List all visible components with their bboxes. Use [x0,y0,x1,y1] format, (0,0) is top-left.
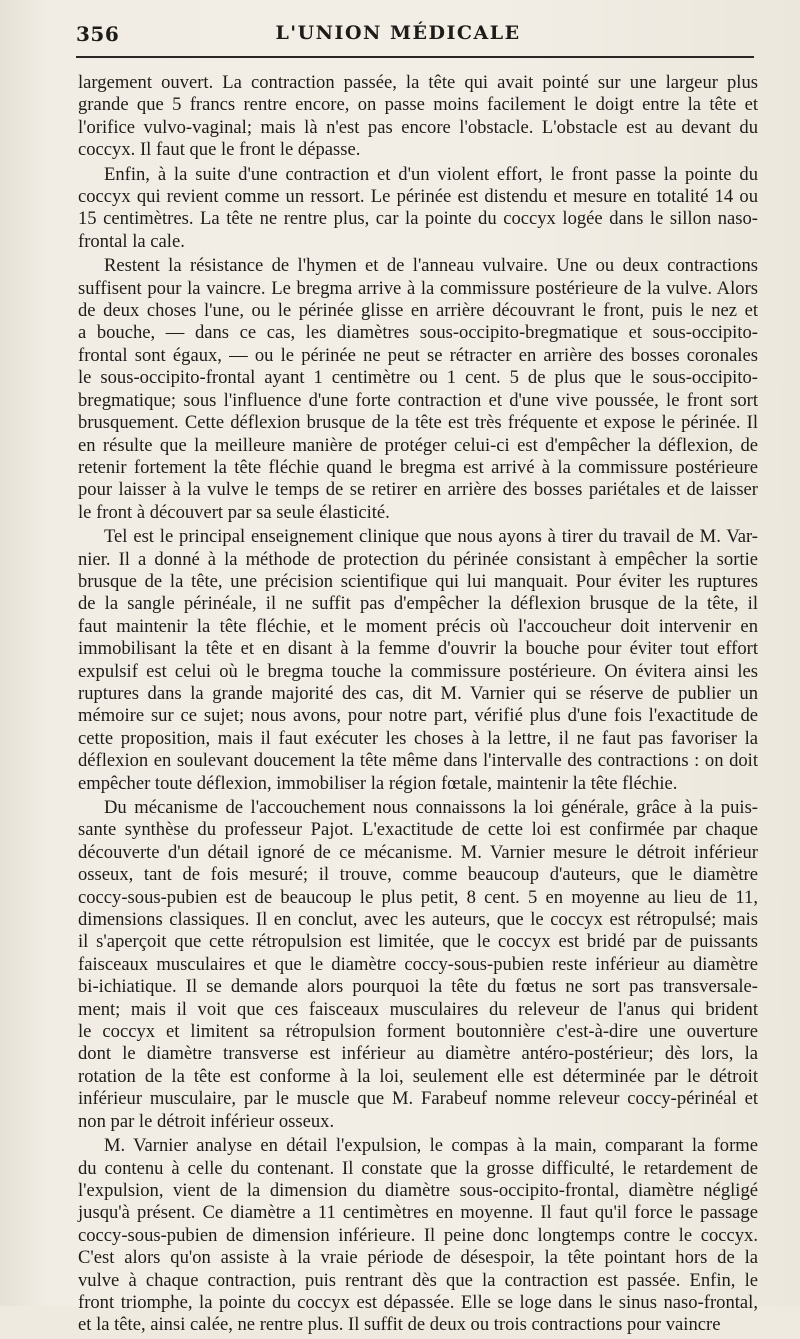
paragraph [78,72,758,162]
text-line: brusque de la tête, une précision scientifique qui lui manquait. Pour éviter les ruptures [78,570,758,592]
journal-title: L'UNION MÉDICALE [275,22,521,44]
paragraph [78,164,758,254]
text-line: et la tête, ainsi calée, ne rentre plus. Il suffit de deux ou trois contractions pour vaincre [78,1314,721,1336]
text-line: il s'aperçoit que cette rétropulsion est limitée, que le coccyx est bridé par de puissants [78,931,758,953]
text-line: M. Varnier analyse en détail l'expulsion, le compas à la main, comparant la forme [104,1135,758,1157]
text-line: en résulte que la meilleure manière de protéger celui-ci est d'empêcher la déflexion, de [78,434,758,456]
text-line: a bouche, — dans ce cas, les diamètres sous-occipito-bregmatique et sous-occipito- [78,322,758,344]
text-line: dimensions classiques. Il en conclut, avec les auteurs, que le coccyx est rétropulsé; mais [78,909,758,931]
text-line: expulsif est celui où le bregma touche la commissure postérieure. On évitera ainsi les [78,660,758,682]
paragraph [78,255,758,524]
text-line: bregmatique; sous l'influence d'une forte contraction et d'une vive poussée, le front sort [78,389,758,411]
text-line: grande que 5 francs rentre encore, on passe moins facilement le doigt entre la tête et [78,94,758,116]
paragraph [78,1135,758,1337]
text-line: pour laisser à la vulve le temps de se retirer en arrière des bosses pariétales et de laisser [78,479,758,501]
page-number: 356 [76,22,120,46]
text-line: coccyx qui revient comme un ressort. Le périnée est distendu et mesure en totalité 14 ou [78,186,758,208]
text-line: Du mécanisme de l'accouchement nous connaissons la loi générale, grâce à la puis- [104,797,758,818]
text-line: Enfin, à la suite d'une contraction et d'un violent effort, le front passe la pointe du [104,163,758,185]
header-rule [76,56,754,58]
text-line: frontal la cale. [78,230,185,252]
text-line: de deux choses l'une, ou le périnée glisse en arrière découvrant le front, puis le nez et [78,300,758,322]
text-line: coccy-sous-pubien est de beaucoup le plus petit, 8 cent. 5 en moyenne au lieu de 11, [78,886,758,908]
text-line: suffisent pour la vaincre. Le bregma arrive à la commissure postérieure de la vulve. Alors [78,277,758,299]
text-line: largement ouvert. La contraction passée, la tête qui avait pointé sur une largeur plus [78,72,758,93]
text-line: mémoire sur ce sujet; nous avons, pour notre part, vérifié plus d'une fois l'exactitude de [78,705,758,727]
text-line: faut maintenir la tête fléchie, et le moment précis où l'accoucheur doit intervenir en [78,615,758,637]
text-line: coccy-sous-pubien de dimension inférieure. Il peine donc longtemps contre le coccyx. [78,1224,758,1246]
paragraph [78,526,758,795]
text-line: rotation de la tête est conforme à la loi, seulement elle est déterminée par le détroit [78,1065,758,1087]
text-line: découverte d'un détail ignoré de ce mécanisme. M. Varnier mesure le détroit inférieur [78,841,758,863]
text-line: brusquement. Cette déflexion brusque de la tête est très fréquente et expose le périnée. Il [78,412,758,434]
text-line: le front à découvert par sa seule élasticité. [78,501,390,523]
text-line: ment; mais il voit que ces faisceaux musculaires du releveur de l'anus qui brident [78,998,758,1020]
text-line: C'est alors qu'on assiste à la vraie période de désespoir, la tête pointant hors de la [78,1247,758,1269]
text-line: 15 centimètres. La tête ne rentre plus, car la pointe du coccyx logée dans le sillon naso- [78,208,758,230]
text-line: faisceaux musculaires et que le diamètre coccy-sous-pubien reste inférieur au diamètre [78,953,758,975]
text-line: cette proposition, mais il faut exécuter les choses à la lettre, il ne faut pas favoriser la [78,727,758,749]
paragraph [78,797,758,1133]
text-line: non par le détroit inférieur osseux. [78,1110,335,1132]
text-line: Tel est le principal enseignement clinique que nous ayons à tirer du travail de M. Var- [104,526,758,548]
article-body [78,72,758,1339]
text-line: le sous-occipito-frontal ayant 1 centimètre ou 1 cent. 5 de plus que le sous-occipito- [78,367,758,389]
text-line: empêcher toute déflexion, immobiliser la région fœtale, maintenir la tête fléchie. [78,772,678,794]
text-line: dont le diamètre transverse est inférieur au diamètre antéro-postérieur; dès lors, la [78,1043,758,1065]
text-line: bi-ichiatique. Il se demande alors pourquoi la tête du fœtus ne sort pas transversale- [78,976,758,998]
text-line: l'expulsion, vient de la dimension du diamètre sous-occipito-frontal, diamètre négligé [78,1179,758,1201]
text-line: coccyx. Il faut que le front le dépasse. [78,139,361,161]
text-line: front triomphe, la pointe du coccyx est dépassée. Elle se loge dans le sinus naso-frontal, [78,1291,758,1313]
text-line: immobilisant la tête et en disant à la femme d'ouvrir la bouche pour éviter tout effort [78,638,758,660]
text-line: du contenu à celle du contenant. Il constate que la grosse difficulté, le retardement de [78,1157,758,1179]
text-line: l'orifice vulvo-vaginal; mais là n'est pas encore l'obstacle. L'obstacle est au devant du [78,116,758,138]
text-line: retenir fortement la tête fléchie quand le bregma est arrivé à la commissure postérieure [78,456,758,478]
text-line: Restent la résistance de l'hymen et de l'anneau vulvaire. Une ou deux contractions [104,255,758,277]
running-head [76,22,760,52]
text-line: le coccyx et limitent sa rétropulsion forment boutonnière c'est-à-dire une ouverture [78,1021,758,1043]
text-line: osseux, tant de fois mesuré; il trouve, comme beaucoup d'auteurs, que le diamètre [78,864,758,886]
text-line: déflexion en soulevant doucement la tête même dans l'intervalle des contractions : on doit [78,750,758,772]
text-line: nier. Il a donné à la méthode de protection du périnée consistant à empêcher la sortie [78,548,758,570]
text-line: sante synthèse du professeur Pajot. L'exactitude de cette loi est confirmée par chaque [78,819,758,841]
text-line: ruptures dans la grande majorité des cas, dit M. Varnier qui se réserve de publier un [78,682,758,704]
text-line: de la sangle périnéale, il ne suffit pas d'empêcher la déflexion brusque de la tête, il [78,593,758,615]
text-line: inférieur musculaire, par le muscle que M. Farabeuf nomme releveur coccy-périnéal et [78,1088,758,1110]
text-line: jusqu'à présent. Ce diamètre a 11 centimètres en moyenne. Il faut qu'il force le passage [78,1202,758,1224]
text-line: frontal sont égaux, — ou le périnée ne peut se rétracter en arrière des bosses coronales [78,344,758,366]
text-line: vulve à chaque contraction, puis rentrant dès que la contraction est passée. Enfin, le [78,1269,758,1291]
